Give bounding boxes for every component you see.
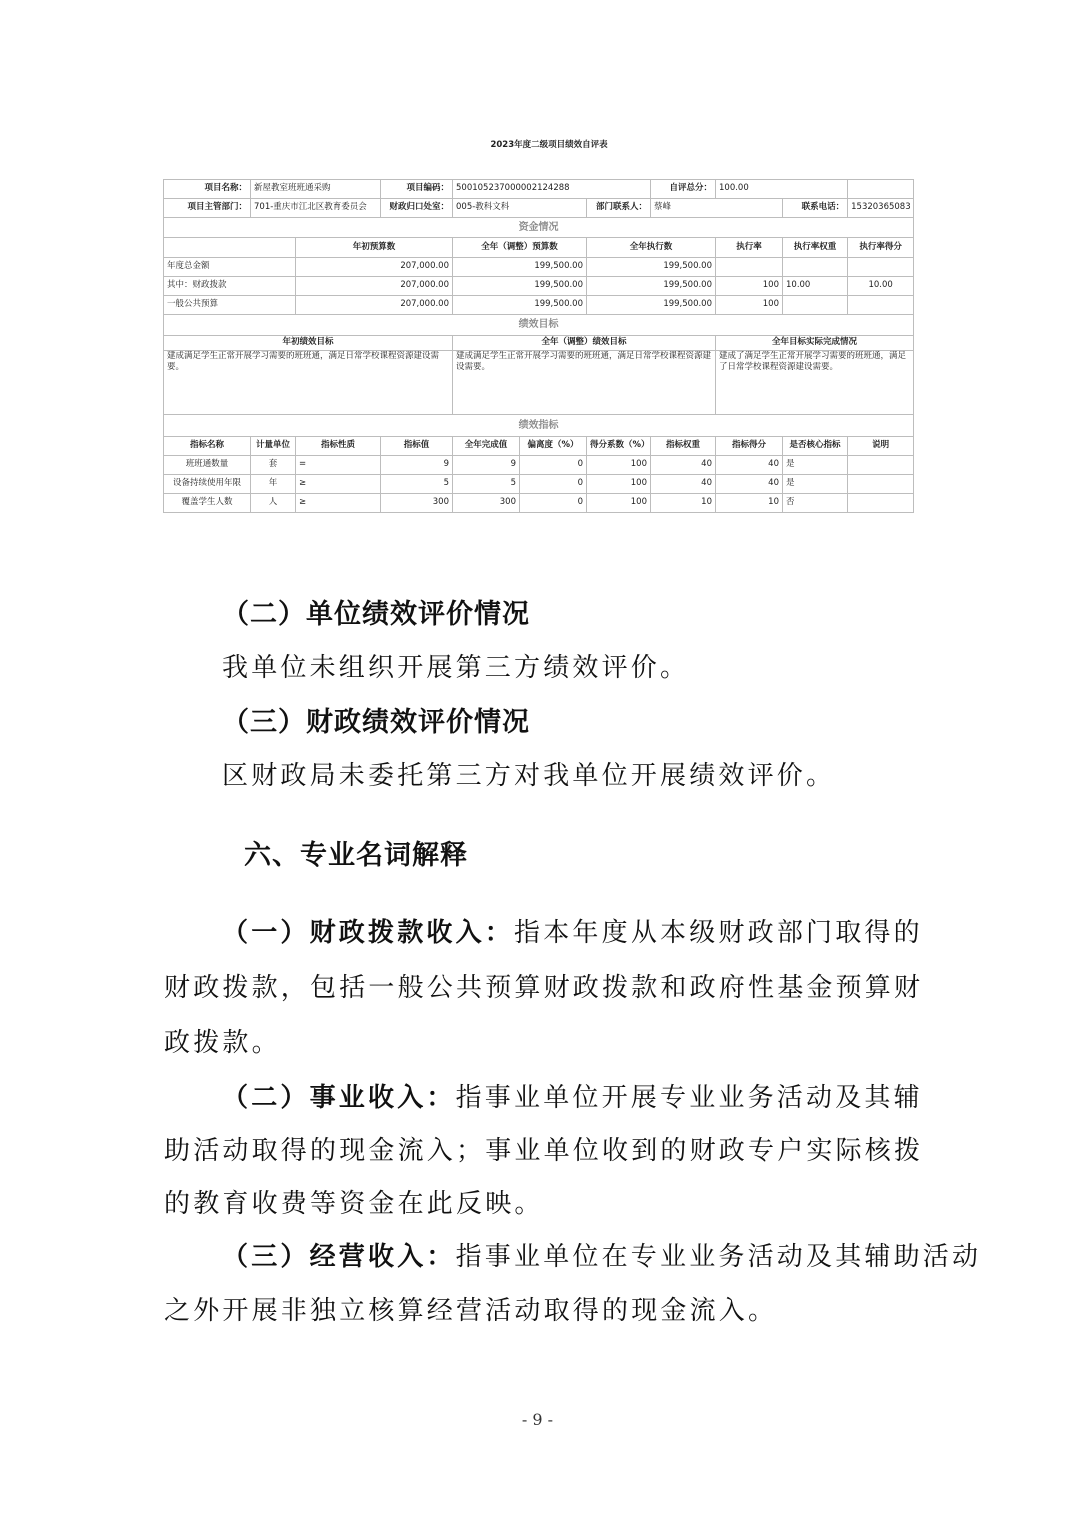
term1-line1: 指本年度从本级财政部门取得的 [514,918,923,948]
funds-section-title: 资金情况 [164,217,914,237]
sub2-text: 我单位未组织开展第三方绩效评价。 [222,653,690,683]
table-row [164,295,914,314]
funds-header: 执行率权重 [783,237,848,257]
funds-initial: 207,000.00 [296,295,453,314]
term2-line2: 助活动取得的现金流入；事业单位收到的财政专户实际核拨 [164,1136,924,1166]
table-row [164,257,914,276]
indicator-header: 偏离度（%） [520,436,587,455]
indicator-coef: 100 [587,474,651,493]
indicator-header: 全年完成值 [453,436,520,455]
goal-initial: 建成满足学生正常开展学习需要的班班通，满足日常学校课程资源建设需要。 [164,350,453,414]
funds-rate [716,257,783,276]
funds-row-label: 其中：财政拨款 [164,276,296,295]
indicator-score: 10 [716,493,783,512]
term1-line3: 政拨款。 [164,1028,281,1058]
indicator-name: 班班通数量 [164,455,251,474]
indicator-unit: 年 [251,474,296,493]
funds-row-label: 年度总金额 [164,257,296,276]
funds-adjusted: 199,500.00 [453,276,587,295]
indicator-weight: 40 [651,474,716,493]
funds-row-label: 一般公共预算 [164,295,296,314]
indicator-weight: 10 [651,493,716,512]
indicator-header: 指标权重 [651,436,716,455]
section6-heading: 六、专业名词解释 [244,840,468,871]
indicator-deviation: 0 [520,455,587,474]
dept-label: 项目主管部门： [164,198,251,217]
term1-label: （一）财政拨款收入： [222,918,515,948]
indicator-header: 指标名称 [164,436,251,455]
indicator-header: 指标得分 [716,436,783,455]
indicator-core: 否 [783,493,848,512]
finance-office: 005-教科文科 [453,198,587,217]
sub2-heading: （二）单位绩效评价情况 [222,599,530,630]
indicator-target: 9 [381,455,453,474]
funds-score [848,295,914,314]
indicator-actual: 9 [453,455,520,474]
project-code: 500105237000002124288 [453,179,651,198]
goals-section-title: 绩效目标 [164,314,914,335]
funds-score [848,257,914,276]
goals-header: 全年（调整）绩效目标 [453,335,716,350]
indicator-header: 指标性质 [296,436,381,455]
indicator-header: 得分系数（%） [587,436,651,455]
term3-paragraph [222,1236,981,1273]
indicator-actual: 5 [453,474,520,493]
table-title: 2023年度二级项目绩效自评表 [490,139,608,150]
indicator-note [848,474,914,493]
funds-adjusted: 199,500.00 [453,257,587,276]
indicator-coef: 100 [587,455,651,474]
indicator-unit: 人 [251,493,296,512]
funds-initial: 207,000.00 [296,276,453,295]
dept: 701-重庆市江北区教育委员会 [251,198,381,217]
phone-label: 联系电话： [783,198,848,217]
indicator-header: 说明 [848,436,914,455]
indicator-coef: 100 [587,493,651,512]
indicator-header: 指标值 [381,436,453,455]
performance-evaluation-table [163,130,913,513]
project-name-label: 项目名称： [164,179,251,198]
indicator-target: 5 [381,474,453,493]
funds-header: 执行率 [716,237,783,257]
funds-initial: 207,000.00 [296,257,453,276]
sub3-text: 区财政局未委托第三方对我单位开展绩效评价。 [222,761,836,791]
funds-weight [783,295,848,314]
indicator-deviation: 0 [520,493,587,512]
indicator-note [848,455,914,474]
indicators-section-title: 绩效指标 [164,414,914,436]
funds-rate: 100 [716,295,783,314]
indicator-name: 覆盖学生人数 [164,493,251,512]
contact-label: 部门联系人： [587,198,651,217]
indicator-core: 是 [783,455,848,474]
indicator-nature: = [296,455,381,474]
funds-weight: 10.00 [783,276,848,295]
funds-header: 年初预算数 [296,237,453,257]
indicator-unit: 套 [251,455,296,474]
indicator-score: 40 [716,455,783,474]
term2-paragraph [222,1077,923,1114]
self-score: 100.00 [716,179,848,198]
funds-weight [783,257,848,276]
finance-label: 财政归口处室： [381,198,453,217]
indicator-weight: 40 [651,455,716,474]
goals-header: 全年目标实际完成情况 [716,335,914,350]
contact: 蔡峰 [651,198,783,217]
indicator-nature: ≥ [296,493,381,512]
table-row [164,493,914,512]
goals-header: 年初绩效目标 [164,335,453,350]
funds-header: 全年（调整）预算数 [453,237,587,257]
indicator-actual: 300 [453,493,520,512]
project-code-label: 项目编码： [381,179,453,198]
indicator-target: 300 [381,493,453,512]
indicator-note [848,493,914,512]
phone: 15320365083 [848,198,914,217]
goal-adjusted: 建成满足学生正常开展学习需要的班班通，满足日常学校课程资源建设需要。 [453,350,716,414]
term1-paragraph [222,912,923,949]
indicator-score: 40 [716,474,783,493]
term2-label: （二）事业收入： [222,1083,456,1113]
indicator-deviation: 0 [520,474,587,493]
term2-line1: 指事业单位开展专业业务活动及其辅 [455,1083,923,1113]
funds-header: 执行率得分 [848,237,914,257]
goal-actual: 建成了满足学生正常开展学习需要的班班通，满足了日常学校课程资源建设需要。 [716,350,914,414]
self-score-label: 自评总分： [651,179,716,198]
term3-line1: 指事业单位在专业业务活动及其辅助活动 [455,1242,982,1272]
funds-executed: 199,500.00 [587,257,716,276]
sub3-heading: （三）财政绩效评价情况 [222,707,530,738]
term2-line3: 的教育收费等资金在此反映。 [164,1189,544,1219]
table-row [164,474,914,493]
funds-header: 全年执行数 [587,237,716,257]
indicator-core: 是 [783,474,848,493]
term3-line2: 之外开展非独立核算经营活动取得的现金流入。 [164,1296,778,1326]
project-name: 新屋教室班班通采购 [251,179,381,198]
indicator-nature: ≥ [296,474,381,493]
funds-rate: 100 [716,276,783,295]
funds-score: 10.00 [848,276,914,295]
table-row [164,455,914,474]
term3-label: （三）经营收入： [222,1242,456,1272]
funds-executed: 199,500.00 [587,276,716,295]
funds-executed: 199,500.00 [587,295,716,314]
indicator-name: 设备持续使用年限 [164,474,251,493]
indicator-header: 是否核心指标 [783,436,848,455]
funds-adjusted: 199,500.00 [453,295,587,314]
term1-line2: 财政拨款，包括一般公共预算财政拨款和政府性基金预算财 [164,973,924,1003]
page-number: - 9 - [521,1410,554,1429]
indicator-header: 计量单位 [251,436,296,455]
table-row [164,276,914,295]
